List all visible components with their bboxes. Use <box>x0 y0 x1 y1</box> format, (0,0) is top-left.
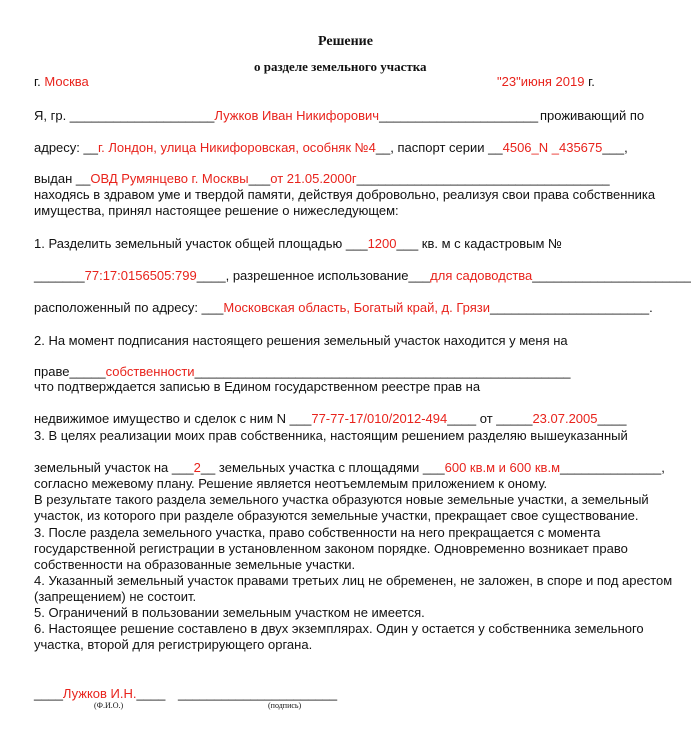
signature-name-line: ____Лужков И.Н.____ <box>34 686 166 701</box>
document-subtitle: о разделе земельного участка <box>254 59 427 74</box>
issued-date: от 21.05.2000г <box>270 171 357 186</box>
item3-line-1: 3. В целях реализации моих прав собственника, настоящим решением разделяю вышеуказанный <box>34 428 628 443</box>
sign-label: (подпись) <box>268 701 302 710</box>
intro-line-2: имущества, принял настоящее решение о нижеследующем: <box>34 203 399 218</box>
paragraph-line: 5. Ограничений в пользовании земельным участком не имеется. <box>34 605 425 620</box>
parcel-areas: 600 кв.м и 600 кв.м <box>444 460 560 475</box>
paragraph-line: 3. После раздела земельного участка, право собственности на него прекращается с момента <box>34 525 601 540</box>
date-value: "23"июня 2019 <box>497 74 585 89</box>
item3-count-line: земельный участок на ___2__ земельных участка с площадями ___600 кв.м и 600 кв.м______________, <box>34 460 665 475</box>
issued-line: выдан __ОВД Румянцево г. Москвы___от 21.05.2000г___________________________________ <box>34 171 610 186</box>
parcel-count: 2 <box>193 460 201 475</box>
item3-rest-1: согласно межевому плану. Решение является неотъемлемым приложением к оному. <box>34 476 548 491</box>
paragraph-line: 6. Настоящее решение составлено в двух экземплярах. Один у остается у собственника земельного <box>34 621 644 636</box>
paragraph-line: 4. Указанный земельный участок правами третьих лиц не обременен, не заложен, в споре и под арестом <box>34 573 673 588</box>
item1-area-line: 1. Разделить земельный участок общей площадью ___1200___ кв. м с кадастровым № <box>34 236 562 251</box>
paragraph-line: государственной регистрации в установленном законом порядке. Одновременно возникает право <box>34 541 628 556</box>
city-value: Москва <box>44 74 89 89</box>
item3-rest-3: участок, из которого при разделе образуются земельные участки, прекращает свое существование. <box>34 508 639 523</box>
registration-date: 23.07.2005 <box>532 411 598 426</box>
usage-value: для садоводства <box>430 268 533 283</box>
address-value: г. Лондон, улица Никифоровская, особняк №4 <box>97 140 376 155</box>
item2-registration-line: недвижимое имущество и сделок с ним N ___77-77-17/010/2012-494____ от _____23.07.2005____ <box>34 411 627 426</box>
item1-cadastral-line: _______77:17:0156505:799____, разрешенное использование___для садоводства______________________ <box>34 268 691 283</box>
address-line: адресу: __г. Лондон, улица Никифоровская, особняк №4__, паспорт серии __4506_N _435675___, <box>34 140 628 155</box>
person-line: Я, гр. ____________________Лужков Иван Никифорович______________________ <box>34 108 539 123</box>
item2-right-line: праве_____собственности____________________________________________________ <box>34 364 571 379</box>
item3-rest-2: В результате такого раздела земельного участка образуются новые земельные участки, а земельный <box>34 492 649 507</box>
paragraph-line: собственности на образованные земельные участки. <box>34 557 356 572</box>
registration-number: 77-77-17/010/2012-494 <box>311 411 448 426</box>
cadastral-number: 77:17:0156505:799 <box>84 268 197 283</box>
passport-series: 4506_N _435675 <box>502 140 603 155</box>
item2-line-3: что подтверждается записью в Едином государственном реестре прав на <box>34 379 481 394</box>
area-value: 1200 <box>367 236 397 251</box>
location-value: Московская область, Богатый край, д. Грязи <box>223 300 491 315</box>
fio-label: (Ф.И.О.) <box>94 701 124 710</box>
signature-name: Лужков И.Н. <box>62 686 137 701</box>
item2-line-1: 2. На момент подписания настоящего решения земельный участок находится у меня на <box>34 333 568 348</box>
issued-by: ОВД Румянцево г. Москвы <box>90 171 249 186</box>
paragraph-line: участка, второй для регистрирующего органа. <box>34 637 313 652</box>
item1-location-line: расположенный по адресу: ___Московская область, Богатый край, д. Грязи______________________. <box>34 300 653 315</box>
person-name: Лужков Иван Никифорович <box>214 108 380 123</box>
document-title: Решение <box>318 34 373 49</box>
living-label: проживающий по <box>540 108 645 123</box>
intro-line-1: находясь в здравом уме и твердой памяти, действуя добровольно, реализуя свои права собственника <box>34 187 656 202</box>
right-value: собственности <box>105 364 195 379</box>
city-line: г. Москва <box>34 74 89 89</box>
paragraph-line: (запрещением) не состоит. <box>34 589 197 604</box>
signature-sign-line: ______________________ <box>178 686 338 701</box>
date-line: "23"июня 2019 г. <box>497 74 595 89</box>
